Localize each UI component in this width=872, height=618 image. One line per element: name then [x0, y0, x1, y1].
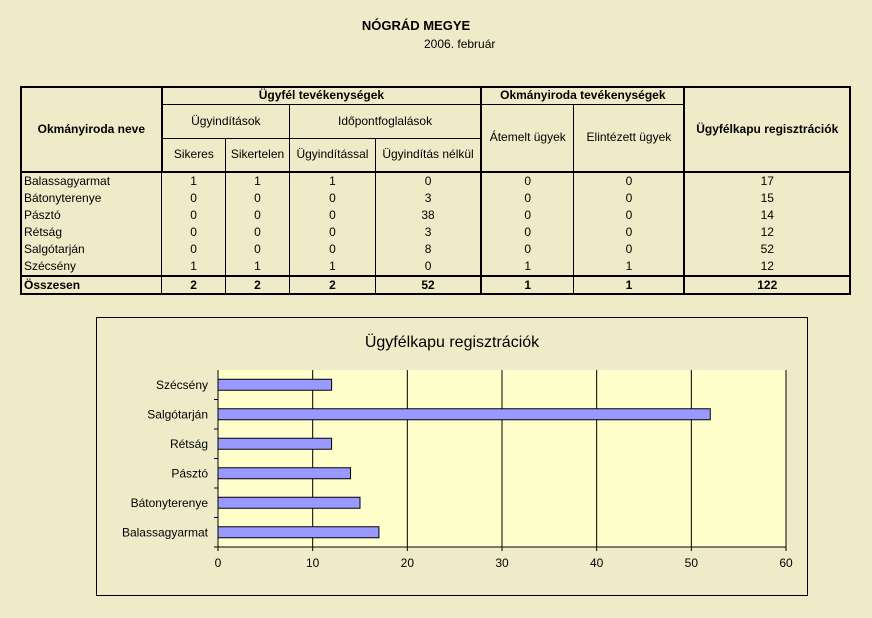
x-tick-label: 0 [214, 556, 222, 570]
cell-value: 2 [226, 276, 290, 294]
cell-value: 0 [226, 190, 290, 207]
header-idopont: Időpontfoglalások [290, 104, 482, 138]
header-ugyinditasok: Ügyindítások [162, 104, 290, 138]
cell-value: 12 [684, 258, 850, 276]
cell-value: 0 [162, 241, 226, 258]
cell-value: 0 [481, 224, 574, 241]
table-row [21, 224, 850, 241]
cell-value: 0 [574, 207, 685, 224]
header-ugyfel: Ügyfél tevékenységek [162, 87, 481, 104]
cell-value: 1 [481, 276, 574, 294]
x-tick-label: 60 [779, 556, 793, 570]
cell-value: 0 [162, 207, 226, 224]
cell-value: 0 [290, 207, 376, 224]
cell-value: 0 [574, 241, 685, 258]
cell-value: 1 [481, 258, 574, 276]
y-tick-label: Bátonyterenye [130, 495, 208, 510]
cell-value: 0 [375, 172, 481, 190]
header-nelkul: Ügyindítás nélkül [375, 138, 481, 172]
cell-value: 1 [574, 258, 685, 276]
cell-value: 1 [290, 258, 376, 276]
office-name: Salgótarján [21, 241, 162, 258]
table-row [21, 258, 850, 276]
cell-value: 52 [375, 276, 481, 294]
cell-value: 0 [162, 224, 226, 241]
chart [96, 317, 808, 596]
header-okm: Okmányiroda tevékenységek [481, 87, 684, 104]
bar [218, 497, 360, 508]
chart-svg [97, 318, 807, 595]
cell-value: 0 [481, 172, 574, 190]
header-sikeres: Sikeres [162, 138, 226, 172]
office-name: Pásztó [21, 207, 162, 224]
cell-value: 1 [162, 258, 226, 276]
header-kapu: Ügyfélkapu regisztrációk [684, 87, 850, 172]
x-tick-label: 10 [305, 556, 320, 570]
table-row [21, 207, 850, 224]
header-ugyinditassal: Ügyindítással [290, 138, 376, 172]
x-tick-label: 20 [400, 556, 415, 570]
office-name: Balassagyarmat [21, 172, 162, 190]
cell-value: 0 [574, 224, 685, 241]
chart-title: Ügyfélkapu regisztrációk [364, 334, 540, 351]
cell-value: 2 [290, 276, 376, 294]
page-title: NÓGRÁD MEGYE [361, 18, 471, 33]
bar [218, 468, 351, 479]
cell-value: 0 [290, 241, 376, 258]
office-name: Összesen [21, 276, 162, 294]
cell-value: 0 [290, 190, 376, 207]
cell-value: 1 [162, 172, 226, 190]
cell-value: 14 [684, 207, 850, 224]
y-tick-label: Salgótarján [147, 407, 208, 422]
bar [218, 527, 379, 538]
table-total-row [21, 276, 850, 294]
bar [218, 438, 332, 449]
cell-value: 0 [481, 241, 574, 258]
registration-table [20, 86, 851, 295]
cell-value: 8 [375, 241, 481, 258]
bar [218, 379, 332, 390]
office-name: Bátonyterenye [21, 190, 162, 207]
cell-value: 122 [684, 276, 850, 294]
cell-value: 0 [574, 190, 685, 207]
y-tick-label: Pásztó [171, 466, 208, 481]
office-name: Szécsény [21, 258, 162, 276]
y-tick-label: Balassagyarmat [121, 525, 208, 540]
table-row [21, 172, 850, 190]
cell-value: 0 [290, 224, 376, 241]
cell-value: 1 [290, 172, 376, 190]
x-tick-label: 40 [589, 556, 604, 570]
cell-value: 0 [481, 190, 574, 207]
cell-value: 0 [226, 241, 290, 258]
x-tick-label: 30 [495, 556, 509, 570]
table-row [21, 190, 850, 207]
header-office: Okmányiroda neve [21, 87, 162, 172]
y-tick-label: Rétság [169, 436, 208, 451]
cell-value: 2 [162, 276, 226, 294]
x-tick-label: 50 [684, 556, 699, 570]
office-name: Rétság [21, 224, 162, 241]
cell-value: 17 [684, 172, 850, 190]
cell-value: 12 [684, 224, 850, 241]
cell-value: 0 [375, 258, 481, 276]
cell-value: 1 [226, 172, 290, 190]
cell-value: 1 [574, 276, 685, 294]
cell-value: 1 [226, 258, 290, 276]
page-subtitle: 2006. február [424, 37, 496, 51]
cell-value: 0 [574, 172, 685, 190]
header-sikertelen: Sikertelen [226, 138, 290, 172]
cell-value: 15 [684, 190, 850, 207]
cell-value: 0 [226, 207, 290, 224]
cell-value: 0 [162, 190, 226, 207]
y-tick-label: Szécsény [155, 377, 208, 392]
cell-value: 0 [481, 207, 574, 224]
cell-value: 0 [226, 224, 290, 241]
cell-value: 52 [684, 241, 850, 258]
bar [218, 409, 710, 420]
header-atemelt: Átemelt ügyek [481, 104, 574, 172]
cell-value: 3 [375, 190, 481, 207]
header-elintezett: Elintézett ügyek [574, 104, 685, 172]
table-row [21, 241, 850, 258]
cell-value: 3 [375, 224, 481, 241]
cell-value: 38 [375, 207, 481, 224]
